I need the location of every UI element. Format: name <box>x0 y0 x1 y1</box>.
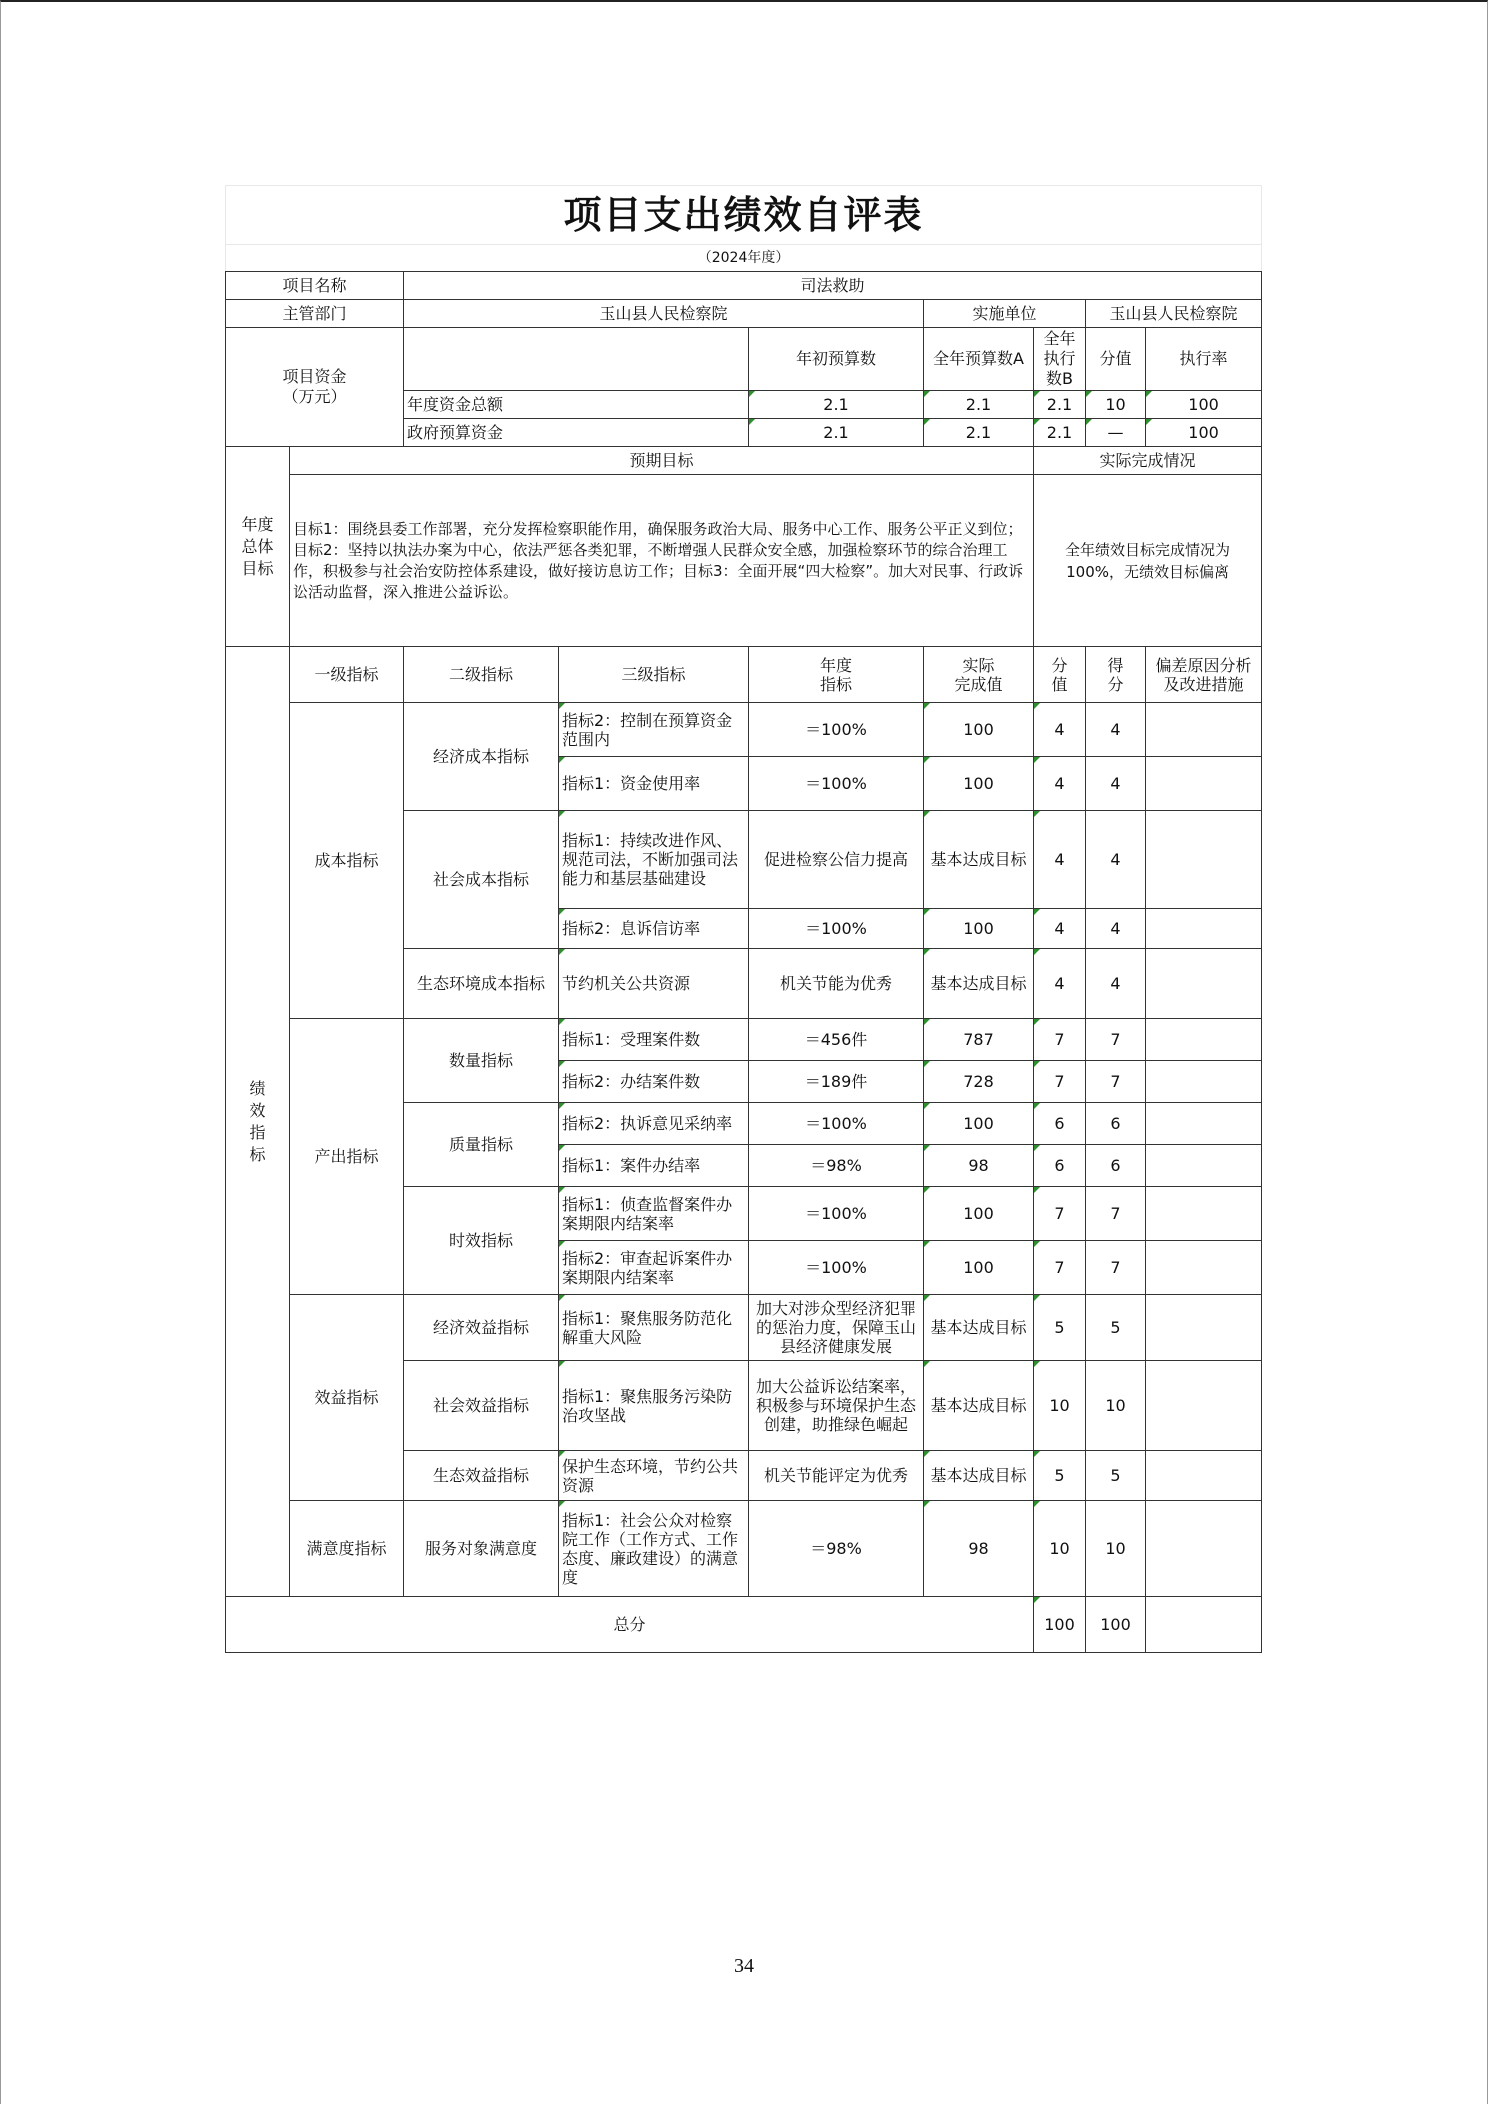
level2-indicator: 经济成本指标 <box>404 703 559 811</box>
deviation-analysis <box>1146 811 1262 909</box>
score: 7 <box>1086 1187 1146 1241</box>
score-value: 7 <box>1034 1019 1086 1061</box>
annual-target: 机关节能评定为优秀 <box>749 1451 924 1501</box>
level3-indicator: 保护生态环境，节约公共资源 <box>559 1451 749 1501</box>
level1-indicator: 产出指标 <box>290 1019 404 1295</box>
annual-target: ＝189件 <box>749 1061 924 1103</box>
actual-value: 98 <box>924 1501 1034 1597</box>
annual-target-header: 年度 指标 <box>749 647 924 703</box>
score-value: 7 <box>1034 1187 1086 1241</box>
level2-indicator: 数量指标 <box>404 1019 559 1103</box>
level3-indicator: 指标1：持续改进作风、规范司法，不断加强司法能力和基层基础建设 <box>559 811 749 909</box>
score-value: 10 <box>1034 1361 1086 1451</box>
level2-indicator: 生态效益指标 <box>404 1451 559 1501</box>
score: 7 <box>1086 1241 1146 1295</box>
deviation-analysis <box>1146 1103 1262 1145</box>
level2-indicator: 经济效益指标 <box>404 1295 559 1361</box>
level3-indicator: 指标1：资金使用率 <box>559 757 749 811</box>
level2-indicator: 时效指标 <box>404 1187 559 1295</box>
level2-indicator: 质量指标 <box>404 1103 559 1187</box>
actual-value: 基本达成目标 <box>924 1295 1034 1361</box>
impl-unit-label: 实施单位 <box>924 300 1086 328</box>
actual-value: 100 <box>924 1103 1034 1145</box>
annual-target: 加大公益诉讼结案率，积极参与环境保护生态创建，助推绿色崛起 <box>749 1361 924 1451</box>
level3-header: 三级指标 <box>559 647 749 703</box>
deviation-analysis-header: 偏差原因分析 及改进措施 <box>1146 647 1262 703</box>
level2-header: 二级指标 <box>404 647 559 703</box>
level3-indicator: 指标1：受理案件数 <box>559 1019 749 1061</box>
funds-header-blank <box>404 328 749 391</box>
score-value: 10 <box>1034 1501 1086 1597</box>
actual-completion-header: 实际完成情况 <box>1034 447 1262 475</box>
actual-value: 728 <box>924 1061 1034 1103</box>
actual-value: 100 <box>924 909 1034 949</box>
deviation-analysis <box>1146 1241 1262 1295</box>
score-value: 6 <box>1034 1145 1086 1187</box>
annual-target: ＝100% <box>749 909 924 949</box>
level3-indicator: 节约机关公共资源 <box>559 949 749 1019</box>
score-header: 得 分 <box>1086 647 1146 703</box>
score: 10 <box>1086 1361 1146 1451</box>
funds-cell-budget: 2.1 <box>924 419 1034 447</box>
expected-goal-text: 目标1：围绕县委工作部署，充分发挥检察职能作用，确保服务政治大局、服务中心工作、服务公平正义到位；目标2：坚持以执法办案为中心，依法严惩各类犯罪，不断增强人民群众安全感，加强检察环节的综合治理工作，积极参与社会治安防控体系建设，做好接访息访工作；目标3：全面开展“四大检察”。加大对民事、行政诉讼活动监督，深入推进公益诉讼。 <box>290 475 1034 647</box>
project-name-value: 司法救助 <box>404 272 1262 300</box>
actual-value: 98 <box>924 1145 1034 1187</box>
level3-indicator: 指标1：侦查监督案件办案期限内结案率 <box>559 1187 749 1241</box>
deviation-analysis <box>1146 1145 1262 1187</box>
performance-label: 绩 效 指 标 <box>226 647 290 1597</box>
deviation-analysis <box>1146 757 1262 811</box>
funds-row-label: 政府预算资金 <box>404 419 749 447</box>
annual-target: ＝98% <box>749 1501 924 1597</box>
level1-header: 一级指标 <box>290 647 404 703</box>
level3-indicator: 指标1：聚焦服务污染防治攻坚战 <box>559 1361 749 1451</box>
funds-cell-budget: 2.1 <box>924 391 1034 419</box>
annual-target: ＝100% <box>749 703 924 757</box>
level3-indicator: 指标2：办结案件数 <box>559 1061 749 1103</box>
actual-value: 基本达成目标 <box>924 1451 1034 1501</box>
level2-indicator: 社会效益指标 <box>404 1361 559 1451</box>
page-title: 项目支出绩效自评表 <box>226 186 1262 245</box>
page-number: 34 <box>734 1955 754 1977</box>
deviation-analysis <box>1146 949 1262 1019</box>
annual-target: 促进检察公信力提高 <box>749 811 924 909</box>
funds-cell-exec: 2.1 <box>1034 391 1086 419</box>
annual-target: ＝100% <box>749 1103 924 1145</box>
actual-value: 100 <box>924 1187 1034 1241</box>
actual-value: 100 <box>924 1241 1034 1295</box>
performance-form <box>225 185 1261 1653</box>
funds-label: 项目资金 （万元） <box>226 328 404 447</box>
actual-value: 787 <box>924 1019 1034 1061</box>
score: 10 <box>1086 1501 1146 1597</box>
level3-indicator: 指标2：息诉信访率 <box>559 909 749 949</box>
funds-cell-init: 2.1 <box>749 391 924 419</box>
score: 6 <box>1086 1103 1146 1145</box>
score-value: 4 <box>1034 909 1086 949</box>
annual-target: 机关节能为优秀 <box>749 949 924 1019</box>
deviation-analysis <box>1146 909 1262 949</box>
project-name-label: 项目名称 <box>226 272 404 300</box>
score-value: 7 <box>1034 1061 1086 1103</box>
score: 7 <box>1086 1061 1146 1103</box>
score: 5 <box>1086 1295 1146 1361</box>
deviation-analysis <box>1146 1295 1262 1361</box>
level2-indicator: 生态环境成本指标 <box>404 949 559 1019</box>
score: 4 <box>1086 909 1146 949</box>
score: 5 <box>1086 1451 1146 1501</box>
total-score: 100 <box>1086 1597 1146 1653</box>
score-value: 7 <box>1034 1241 1086 1295</box>
actual-completion-text: 全年绩效目标完成情况为100%，无绩效目标偏离 <box>1034 475 1262 647</box>
score-value-header: 分值 <box>1086 328 1146 391</box>
level1-indicator: 满意度指标 <box>290 1501 404 1597</box>
deviation-analysis <box>1146 1501 1262 1597</box>
level3-indicator: 指标2：审查起诉案件办案期限内结案率 <box>559 1241 749 1295</box>
year-subtitle: （2024年度） <box>226 245 1262 272</box>
score-value-header: 分 值 <box>1034 647 1086 703</box>
annual-goal-label: 年度 总体 目标 <box>226 447 290 647</box>
level3-indicator: 指标2：控制在预算资金范围内 <box>559 703 749 757</box>
funds-cell-rate: 100 <box>1146 391 1262 419</box>
score: 4 <box>1086 757 1146 811</box>
score: 6 <box>1086 1145 1146 1187</box>
score: 7 <box>1086 1019 1146 1061</box>
deviation-analysis <box>1146 1061 1262 1103</box>
init-budget-header: 年初预算数 <box>749 328 924 391</box>
annual-target: ＝100% <box>749 1241 924 1295</box>
annual-target: 加大对涉众型经济犯罪的惩治力度，保障玉山县经济健康发展 <box>749 1295 924 1361</box>
deviation-analysis <box>1146 1451 1262 1501</box>
actual-value: 100 <box>924 757 1034 811</box>
department-value: 玉山县人民检察院 <box>404 300 924 328</box>
annual-target: ＝100% <box>749 1187 924 1241</box>
score-value: 4 <box>1034 757 1086 811</box>
score-value: 4 <box>1034 703 1086 757</box>
total-label: 总分 <box>226 1597 1034 1653</box>
level3-indicator: 指标1：社会公众对检察院工作（工作方式、工作态度、廉政建设）的满意度 <box>559 1501 749 1597</box>
expected-goal-header: 预期目标 <box>290 447 1034 475</box>
full-budget-header: 全年预算数A <box>924 328 1034 391</box>
annual-target: ＝456件 <box>749 1019 924 1061</box>
level3-indicator: 指标1：案件办结率 <box>559 1145 749 1187</box>
form-table <box>225 185 1262 1653</box>
score-value: 5 <box>1034 1295 1086 1361</box>
funds-cell-rate: 100 <box>1146 419 1262 447</box>
funds-cell-init: 2.1 <box>749 419 924 447</box>
funds-row-label: 年度资金总额 <box>404 391 749 419</box>
total-deviation <box>1146 1597 1262 1653</box>
actual-value: 基本达成目标 <box>924 1361 1034 1451</box>
exec-header: 全年执行数B <box>1034 328 1086 391</box>
level2-indicator: 社会成本指标 <box>404 811 559 949</box>
total-value: 100 <box>1034 1597 1086 1653</box>
score-value: 6 <box>1034 1103 1086 1145</box>
actual-value-header: 实际 完成值 <box>924 647 1034 703</box>
actual-value: 基本达成目标 <box>924 949 1034 1019</box>
level1-indicator: 效益指标 <box>290 1295 404 1501</box>
funds-cell-score_val: 10 <box>1086 391 1146 419</box>
score: 4 <box>1086 949 1146 1019</box>
level3-indicator: 指标2：执诉意见采纳率 <box>559 1103 749 1145</box>
department-label: 主管部门 <box>226 300 404 328</box>
score: 4 <box>1086 811 1146 909</box>
impl-unit-value: 玉山县人民检察院 <box>1086 300 1262 328</box>
deviation-analysis <box>1146 1361 1262 1451</box>
score: 4 <box>1086 703 1146 757</box>
level1-indicator: 成本指标 <box>290 703 404 1019</box>
score-value: 5 <box>1034 1451 1086 1501</box>
deviation-analysis <box>1146 1187 1262 1241</box>
exec-rate-header: 执行率 <box>1146 328 1262 391</box>
actual-value: 100 <box>924 703 1034 757</box>
deviation-analysis <box>1146 1019 1262 1061</box>
level3-indicator: 指标1：聚焦服务防范化解重大风险 <box>559 1295 749 1361</box>
actual-value: 基本达成目标 <box>924 811 1034 909</box>
score-value: 4 <box>1034 949 1086 1019</box>
deviation-analysis <box>1146 703 1262 757</box>
funds-cell-exec: 2.1 <box>1034 419 1086 447</box>
funds-cell-score_val: — <box>1086 419 1146 447</box>
score-value: 4 <box>1034 811 1086 909</box>
level2-indicator: 服务对象满意度 <box>404 1501 559 1597</box>
annual-target: ＝100% <box>749 757 924 811</box>
annual-target: ＝98% <box>749 1145 924 1187</box>
